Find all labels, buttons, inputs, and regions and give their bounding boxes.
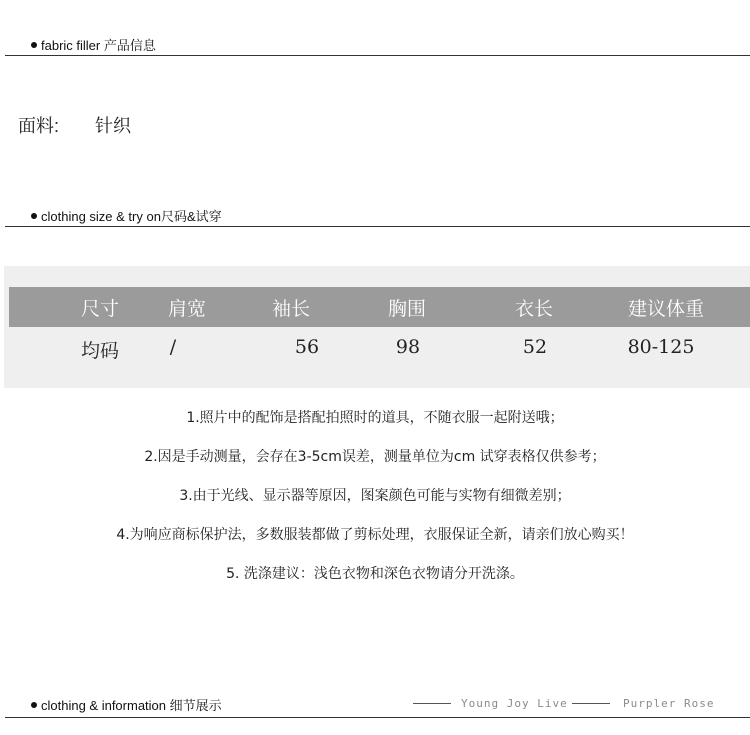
note-line: 3.由于光线、显示器等原因，图案颜色可能与实物有细微差别； [179,488,571,504]
section-header-size [31,206,222,225]
size-value-cell: 52 [522,336,548,358]
size-header-cell: 肩宽 [167,298,207,320]
size-value-cell: 98 [395,336,421,358]
divider [5,226,750,227]
bullet-icon [31,213,37,219]
size-value-cell: 56 [294,336,320,358]
brand-tag: Young Joy Live [461,697,568,710]
divider [5,55,750,56]
decor-line [413,703,451,704]
note-line: 4.为响应商标保护法，多数服装都做了剪标处理，衣服保证全新，请亲们放心购买！ [116,527,634,543]
brand-tag: Purpler Rose [623,697,715,710]
section-header-info [31,695,222,714]
size-header-cell: 衣长 [514,298,554,320]
fabric-label: 面料: [18,116,60,136]
size-value-cell: 均码 [80,340,120,362]
divider [5,717,750,718]
size-table [4,266,750,388]
note-line: 2.因是手动测量，会存在3-5cm误差，测量单位为cm 试穿表格仅供参考； [144,449,606,465]
bullet-icon [31,702,37,708]
bullet-icon [31,42,37,48]
size-value-cell: 80-125 [627,336,695,358]
size-header-cell: 胸围 [387,298,427,320]
section-title: fabric filler 产品信息 [41,38,156,53]
section-title: clothing size & try on尺码&试穿 [41,209,222,224]
fabric-value: 针织 [95,116,132,136]
size-header-cell: 袖长 [271,298,311,320]
decor-line [572,703,610,704]
size-value-cell: / [169,336,177,358]
note-line: 5. 洗涤建议：浅色衣物和深色衣物请分开洗涤。 [226,566,524,582]
section-title: clothing & information 细节展示 [41,698,222,713]
note-line: 1.照片中的配饰是搭配拍照时的道具，不随衣服一起附送哦； [186,410,564,426]
size-header-cell: 尺寸 [80,298,120,320]
section-header-fabric [31,35,156,54]
size-header-cell: 建议体重 [627,298,705,320]
fabric-info [18,112,131,138]
